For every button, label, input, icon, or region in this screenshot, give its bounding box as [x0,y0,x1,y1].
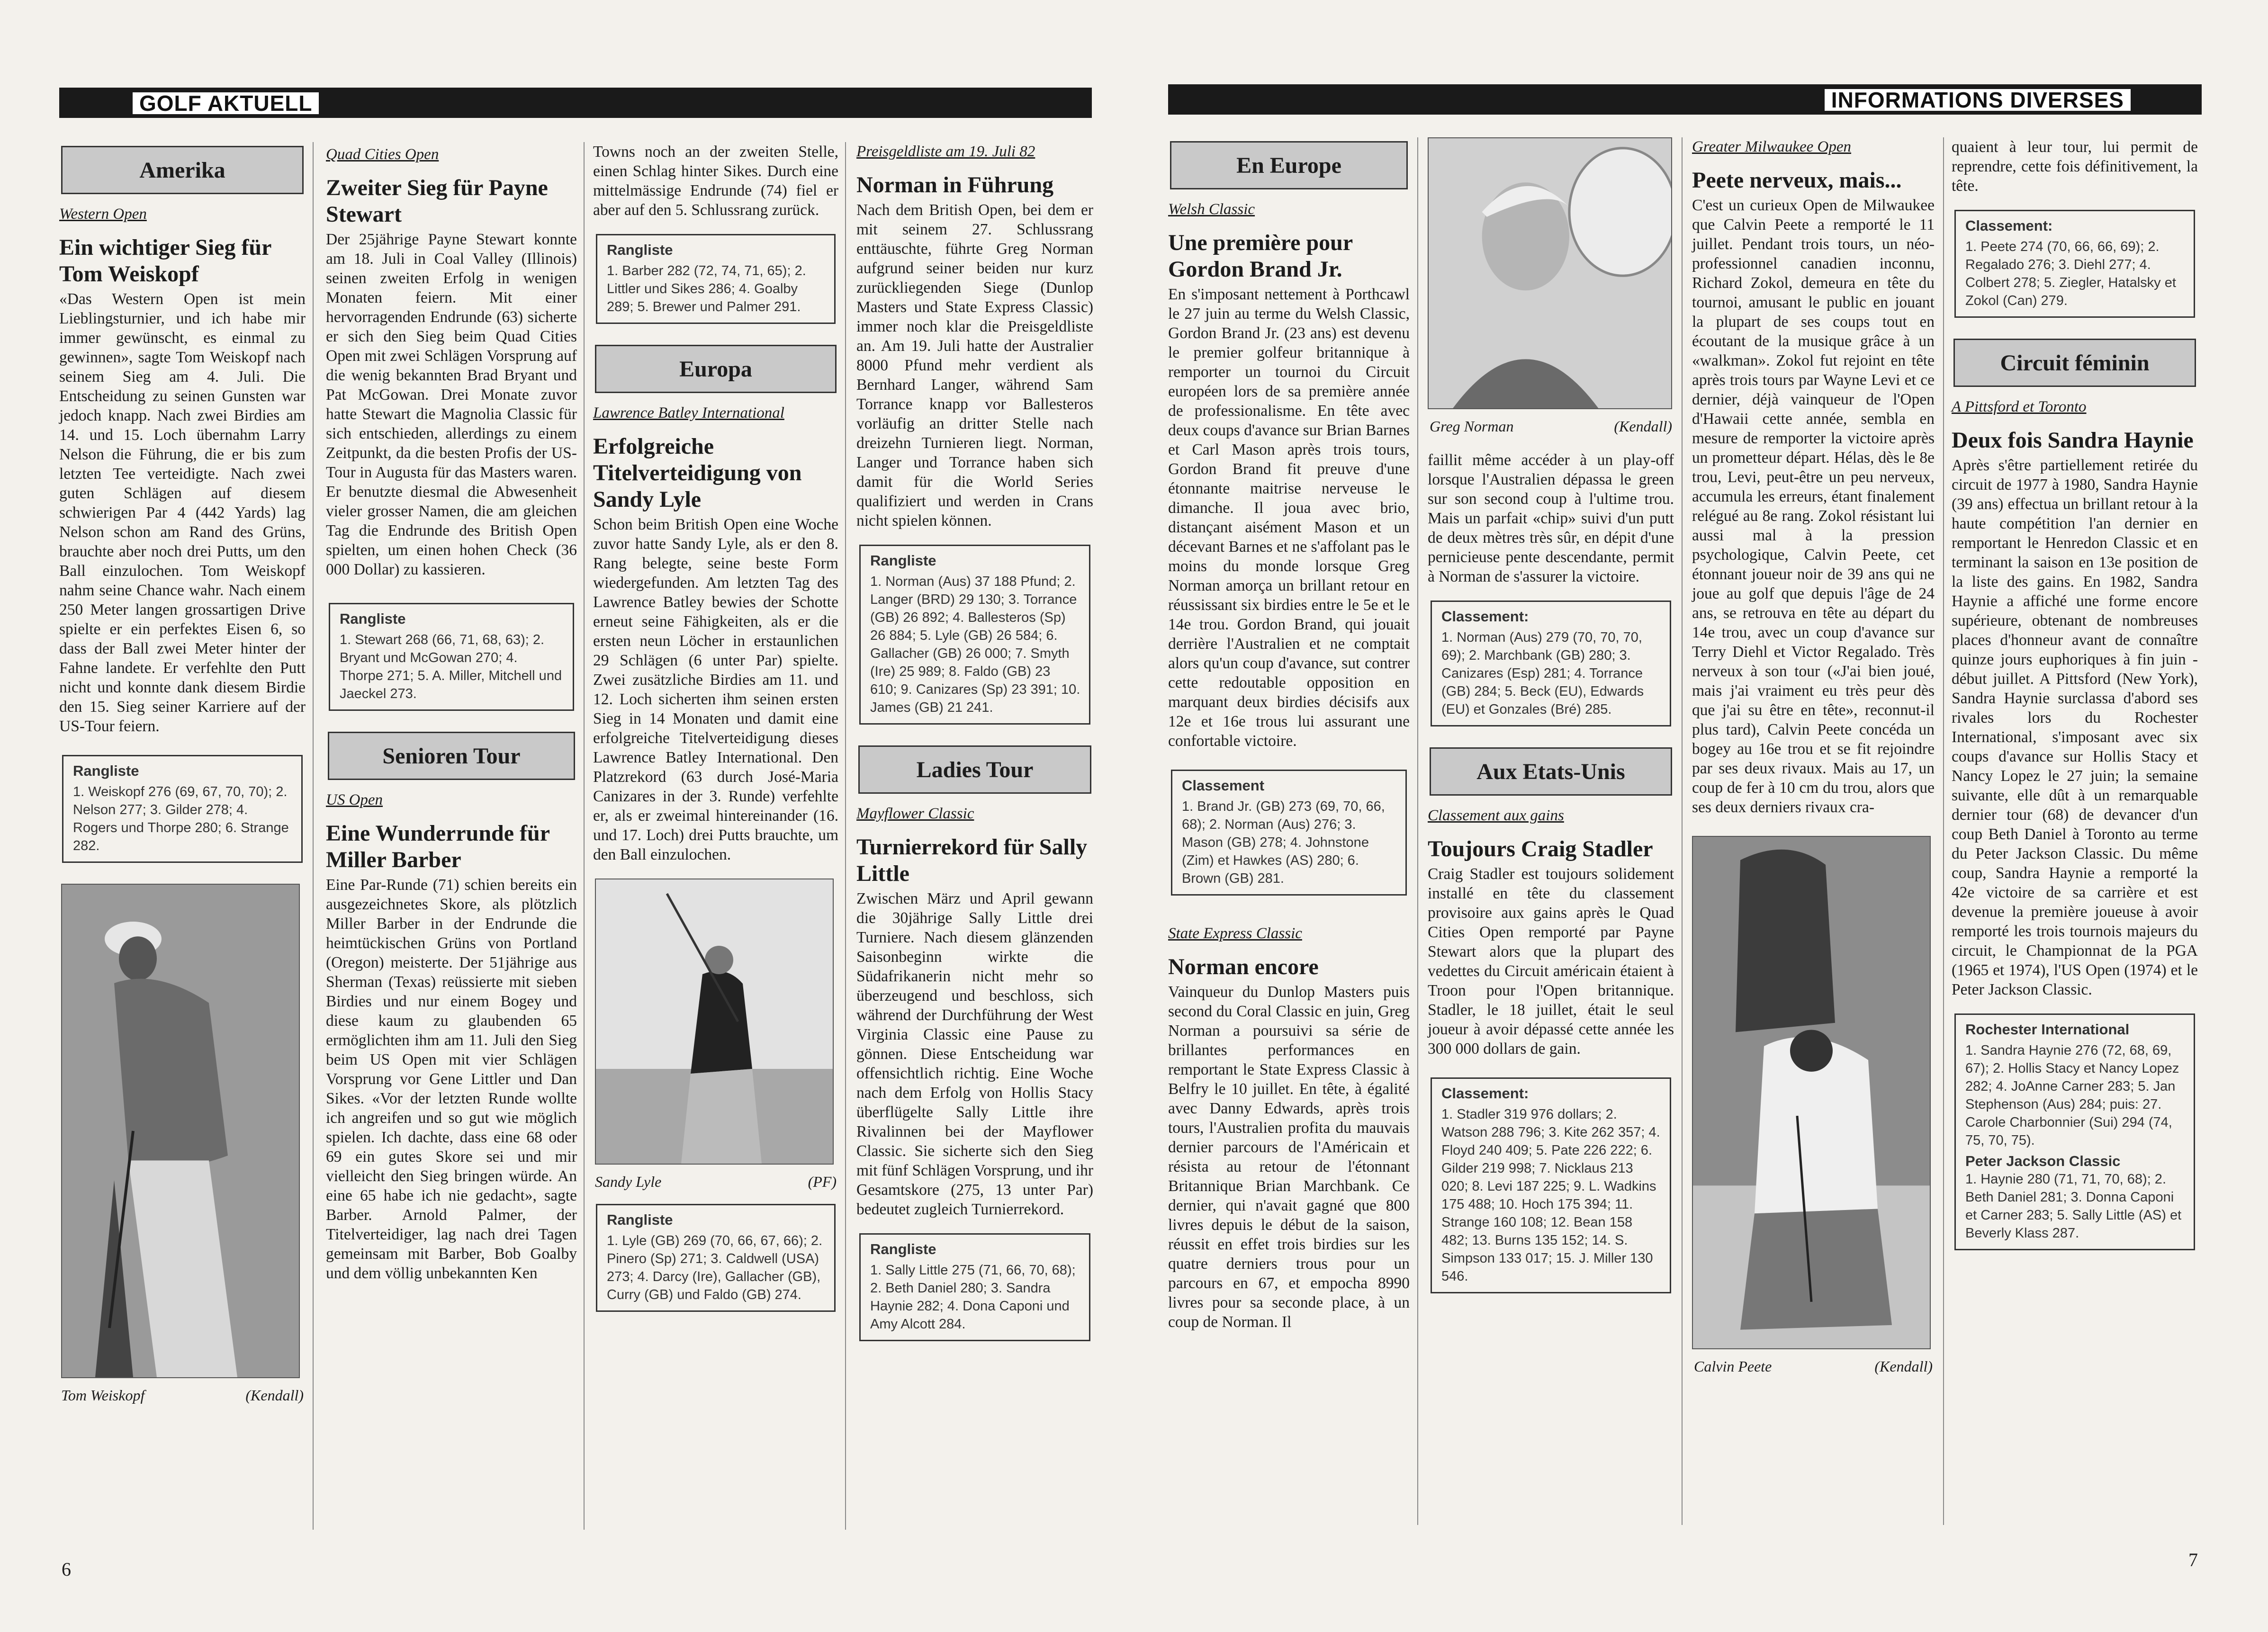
caption-name: Greg Norman [1430,418,1514,435]
headline: Une première pour Gordon Brand Jr. [1168,230,1353,282]
kicker: Lawrence Batley International [593,404,784,421]
article-body: Eine Par-Runde (71) schien bereits ein ausgezeichnetes Skore, als plötzlich Miller Barber in der Endrunde die heimtückischen Grüns von Portland (Oregon) meisterte. Der 51jährige aus Sherman (Texas) reüssierte mit sieben Birdies und nur einem Bogey und diese kaum zu glaubenden 65 ermöglichten ihm am 11. Juli den Sieg beim US Open mit vier Schlägen Vorsprung vor Gene Littler und Dan Sikes. «Vor der letzten Runde wollte ich angreifen und so gut wie möglich spielen. Ich dachte, dass eine 68 oder 69 ein gutes Skore sei und mir vielleicht den Sieg bringen würde. An eine 65 habe ich nie gedacht», sagte Barber. Arnold Palmer, der Titelverteidiger, lag nach drei Tagen gemeinsam mit Barber, Bob Goalby und dem völlig unbekannten Ken [326,876,577,1282]
ranking-text: 1. Haynie 280 (71, 71, 70, 68); 2. Beth Daniel 281; 3. Donna Caponi et Carner 283; 5. Sally Little (AS) et Beverly Klass 287. [1965,1172,2182,1241]
ranking-text: 1. Sandra Haynie 276 (72, 68, 69, 67); 2. Hollis Stacy et Nancy Lopez 282; 4. JoAnne Carner 283; 5. Jan Stephenson (Aus) 284; puis: 27. Carole Charbonnier (Sui) 294 (74, 75, 70, 75). [1965,1043,2179,1148]
column-rule [845,142,846,1530]
right-page [1134,0,2268,1632]
ranking-text: 1. Stadler 319 976 dollars; 2. Watson 288 796; 3. Kite 262 357; 4. Floyd 240 409; 5. Pate 226 222; 6. Gilder 219 998; 7. Nicklaus 213 020; 8. Levi 187 225; 9. L. Wadkins 175 488; 10. Hoch 175 394; 11. Strange 160 108; 12. Bean 158 482; 13. Burns 135 152; 14. S. Simpson 133 017; 15. J. Miller 130 546. [1441,1107,1660,1284]
headline: Peete nerveux, mais... [1692,168,1902,193]
kicker: Welsh Classic [1168,201,1255,218]
section-heading: Aux Etats-Unis [1430,747,1672,796]
ranking-box [1171,770,1407,896]
caption-name: Tom Weiskopf [61,1387,145,1404]
page-number: 6 [62,1559,71,1580]
ranking-title: Rangliste [607,1211,673,1228]
caption-credit: (Kendall) [1874,1358,1933,1375]
section-banner [59,88,1092,118]
kicker: Western Open [59,206,147,223]
column-rule [1943,137,1944,1525]
caption-credit: (Kendall) [245,1387,304,1404]
kicker: Quad Cities Open [326,146,439,163]
column-2 [326,142,577,1297]
column-3 [593,142,838,1333]
article-body: Der 25jährige Payne Stewart konnte am 18. Juli in Coal Valley (Illinois) seinen zweiten Erfolg in wenigen Monaten feiern. Mit einer hervorragenden Endrunde (63) sicherte er sich den Sieg beim Quad Cities Open mit zwei Schlägen Vorsprung auf die wenig bekannten Brad Bryant und Pat McGowan. Drei Monate zuvor hatte Stewart die Magnolia Classic für sich entschieden, allerdings zu einem Zeitpunkt, da die besten Profis der US-Tour in Augusta für das Masters waren. Er benutzte diesmal die Abwesenheit vieler grosser Namen, die am gleichen Tag die Endrunde des British Open spielten, um einen hohen Check (36 000 Dollar) zu kassieren. [326,231,577,578]
article-body: En s'imposant nettement à Porthcawl le 27 juin au terme du Welsh Classic, Gordon Brand Jr. (23 ans) est devenu le premier golfeur britannique à remporter un tournoi du Circuit européen lors de sa première année de professionalisme. En tête avec deux coups d'avance sur Brian Barnes et Carl Mason après trois tours, Gordon Brand fit preuve d'une étonnante maitrise nerveuse le dimanche. Il joua avec brio, distançant aisément Mason et un décevant Barnes et ne s'affolant pas le moins du monde lorsque Greg Norman amorça un brillant retour en réussissant six birdies entre le 5e et le 14e trou. Gordon Brand, qui jouait derrière l'Australien et ne comptait alors qu'un coup d'avance, sut contrer cette redoutable opposition en marquant deux birdies décisifs aux 12e et 16e trous lui assurant une confortable victoire. [1168,286,1410,750]
column-rule [313,142,314,1530]
ranking-text: 1. Weiskopf 276 (69, 67, 70, 70); 2. Nelson 277; 3. Gilder 278; 4. Rogers und Thorpe 280; 6. Strange 282. [73,784,289,853]
kicker: Classement aux gains [1428,807,1564,824]
banner-label: INFORMATIONS DIVERSES [1825,89,2131,111]
photo-caption [61,1386,304,1405]
caption-credit: (PF) [808,1173,837,1190]
column-4 [1952,137,2198,1271]
kicker: State Express Classic [1168,925,1302,942]
article-body: quaient à leur tour, lui permit de reprendre, cette fois définitivement, la tête. [1952,138,2198,195]
article-body: faillit même accéder à un play-off lorsque l'Australien dépassa le green sur son second coup à l'ultime trou. Mais un parfait «chip» suivi d'un putt de deux mètres très sûr, en dépit d'une pernicieuse pente descendante, permit à Norman de s'assurer la victoire. [1428,451,1674,585]
column-rule [1417,137,1418,1525]
banner-label: GOLF AKTUELL [133,92,319,114]
section-banner [1168,84,2202,115]
caption-name: Calvin Peete [1694,1358,1772,1375]
section-heading: Europa [595,345,837,393]
column-2 [1428,137,1674,1314]
headline: Zweiter Sieg für Payne Stewart [326,175,548,227]
headline: Eine Wunderrunde für Miller Barber [326,821,550,872]
article-body: Craig Stadler est toujours solidement installé en tête du classement provisoire aux gains après le Quad Cities Open remporté par Payne Stewart alors que la plupart des vedettes du Circuit américain étaient à Troon pour l'Open britannique. Stadler, le 18 juillet, était le seul joueur à avoir dépassé cette année les 300 000 dollars de gain. [1428,865,1674,1058]
ranking-title: Classement: [1441,1085,1529,1102]
ranking-box [1954,1013,2195,1250]
ranking-title: Rochester International [1965,1021,2130,1038]
photo-sandy-lyle [595,879,834,1165]
ranking-title: Classement: [1441,608,1529,625]
ranking-title: Peter Jackson Classic [1965,1153,2121,1169]
caption-credit: (Kendall) [1614,418,1672,435]
headline: Deux fois Sandra Haynie [1952,428,2194,453]
photo-caption [595,1172,837,1192]
kicker: Preisgeldliste am 19. Juli 82 [856,143,1035,160]
kicker: A Pittsford et Toronto [1952,398,2087,415]
kicker: Mayflower Classic [856,805,974,822]
headline: Turnierrekord für Sally Little [856,834,1088,886]
ranking-text: 1. Barber 282 (72, 74, 71, 65); 2. Littler und Sikes 286; 4. Goalby 289; 5. Brewer und Palmer 291. [607,263,806,314]
ranking-box [329,603,574,711]
kicker: US Open [326,791,383,808]
column-1 [1168,137,1410,1346]
ranking-box [859,1233,1090,1341]
ranking-box [596,1204,836,1312]
section-heading: Ladies Tour [858,745,1091,794]
ranking-title: Rangliste [340,610,406,627]
ranking-text: 1. Stewart 268 (66, 71, 68, 63); 2. Bryant und McGowan 270; 4. Thorpe 271; 5. A. Miller, Mitchell und Jaeckel 273. [340,632,562,701]
headline: Ein wichtiger Sieg für Tom Weiskopf [59,235,271,287]
column-rule [584,142,585,1530]
column-1 [59,142,306,1405]
article-body: Nach dem British Open, bei dem er mit seinem 27. Schlussrang enttäuschte, führte Greg Norman aufgrund seiner beiden nur kurz zurückliegenden Siege (Dunlop Masters und State Express Classic) immer noch klar die Preisgeldliste an. Am 19. Juli hatte der Australier 8000 Pfund mehr verdient als Bernhard Langer, während Sam Torrance knapp vor Ballesteros vorläufig an dritter Stelle nach dreizehn Turnieren liegt. Norman, Langer und Torrance haben sich damit für die World Series qualifiziert und werden in Crans nicht spielen können. [856,201,1093,529]
photo-greg-norman [1428,137,1672,409]
headline: Toujours Craig Stadler [1428,836,1653,861]
article-body: Schon beim British Open eine Woche zuvor hatte Sandy Lyle, als er den 8. Rang belegte, seine beste Form wiedergefunden. Am letzten Tag des Lawrence Batley bewies der Schotte erneut seine Fähigkeiten, als er die ersten neun Löcher in erstaunlichen 29 Schlägen (6 unter Par) spielte. Zwei zusätzliche Birdies am 11. und 12. Loch sicherten ihm seinen ersten Sieg in 14 Monaten und damit eine erfolgreiche Titelverteidigung dieses Lawrence Batley International. Den Platzrekord (63 durch José-Maria Canizares in der 3. Runde) verfehlte er, als er zweimal hintereinander (16. und 17. Loch) drei Putts brauchte, um den Ball einzulochen. [593,516,838,863]
article-body: Towns noch an der zweiten Stelle, einen Schlag hinter Sikes. Durch eine mittelmässige Endrunde (74) fiel er aber auf den 5. Schlussrang zurück. [593,143,838,219]
ranking-box [1431,601,1671,726]
photo-caption [1694,1357,1933,1376]
page-number: 7 [2188,1549,2198,1570]
section-heading: En Europe [1170,141,1408,189]
ranking-title: Rangliste [73,762,139,779]
column-rule [1682,137,1683,1525]
ranking-text: 1. Norman (Aus) 279 (70, 70, 70, 69); 2. Marchbank (GB) 280; 3. Canizares (Esp) 281; 4. Torrance (GB) 284; 5. Beck (EU), Edwards (EU) et Gonzales (Bré) 285. [1441,630,1644,717]
section-heading: Senioren Tour [328,732,575,780]
ranking-box [1431,1077,1671,1293]
photo-caption [1430,417,1672,436]
article-body: «Das Western Open ist mein Lieblingsturnier, und ich habe mir immer gewünscht, es einmal zu gewinnen», sagte Tom Weiskopf nach seinem Sieg am 4. Juli. Die Entscheidung zu seinen Gunsten war jedoch knapp. Nach zwei Birdies am 14. und 15. Loch übernahm Larry Nelson die Führung, die er bis zum letzten Tee verteidigte. Nach zwei guten Schlägen auf diesem schwierigen Par 4 (442 Yards) lag Nelson schon am Rand des Grüns, brauchte aber noch drei Putts, um den Ball einzulochen. Tom Weiskopf nahm seine Chance wahr. Nach einem 250 Meter langen grossartigen Drive spielte er ein perfektes Eisen 6, so dass der Ball zwei Meter hinter der Fahne landete. Er verfehlte den Putt nicht und konnte dank diesem Birdie den 15. Sieg seiner Karriere auf der US-Tour feiern. [59,290,306,735]
ranking-title: Classement: [1965,217,2053,234]
column-3 [1692,137,1935,1376]
ranking-box [62,755,303,863]
ranking-box [1954,210,2195,318]
headline: Norman in Führung [856,172,1054,197]
ranking-title: Classement [1182,777,1265,794]
photo-calvin-peete [1692,836,1931,1349]
ranking-text: 1. Norman (Aus) 37 188 Pfund; 2. Langer (BRD) 29 130; 3. Torrance (GB) 26 892; 4. Ballesteros (Sp) 26 884; 5. Lyle (GB) 26 584; 6. Gallacher (GB) 26 000; 7. Smyth (Ire) 25 989; 8. Faldo (GB) 23 610; 9. Canizares (Sp) 23 391; 10. James (GB) 21 241. [870,574,1080,715]
ranking-text: 1. Peete 274 (70, 66, 66, 69); 2. Regalado 276; 3. Diehl 277; 4. Colbert 278; 5. Ziegler, Hatalsky et Zokol (Can) 279. [1965,239,2176,308]
article-body: C'est un curieux Open de Milwaukee que Calvin Peete a remporté le 11 juillet. Pendant trois tours, un néo-professionnel canadien inconnu, Richard Zokol, demeura en tête du tournoi, amusant le public en jouant la plupart de ses coups tout en écoutant de la musique grâce à un «walkman». Zokol fut rejoint en tête après trois tours par Wayne Levi et ce dernier, déjà vainqueur de l'Open d'Hawaii cette année, sembla en mesure de remporter la victoire après un prometteur départ. Hélas, dès le 8e trou, Levi, peut-être un peu nerveux, accumula les erreurs, étant finalement relégué au 8e rang. Zokol résistant lui aussi mal à la pression psychologique, Calvin Peete, cet étonnant joueur noir de 39 ans qui ne joue au golf que depuis l'âge de 24 ans, se retrouva en tête au départ du 14e trou, avec un coup d'avance sur Terry Diehl et Victor Regalado. Très nerveux à son tour («J'ai bien joué, mais j'ai vraiment eu très peur dès que j'ai su être en tête», reconnut-il plus tard), Calvin Peete concéda un bogey au 16e trou et se fit rejoindre par ses deux rivaux. Mais au 17, un coup de fer à 10 cm du trou, alors que ses deux derniers rivaux cra- [1692,197,1935,816]
ranking-title: Rangliste [607,242,673,258]
ranking-title: Rangliste [870,552,936,569]
ranking-text: 1. Brand Jr. (GB) 273 (69, 70, 66, 68); 2. Norman (Aus) 276; 3. Mason (GB) 278; 4. Johnstone (Zim) et Hawkes (AS) 280; 6. Brown (GB) 281. [1182,799,1385,886]
article-body: Après s'être partiellement retirée du circuit de 1977 à 1980, Sandra Haynie (39 ans) effectua un brillant retour à la haute compétition l'an dernier en remportant le Henredon Classic et en terminant la saison en 13e position de la liste des gains. En 1982, Sandra Haynie a affiché une forme encore supérieure, obtenant de nombreuses places d'honneur avant de connaître quinze jours euphoriques à fin juin - début juillet. A Pittsford (New York), Sandra Haynie surclassa d'abord ses rivales lors du Rochester International, s'imposant avec six coups d'avance sur Hollis Stacy et Nancy Lopez le 27 juin; la semaine suivante, elle dût à un remarquable dernier tour (68) de devancer d'un coup Beth Daniel à Toronto au terme du Peter Jackson Classic. Du même coup, Sandra Haynie a remporté la 42e victoire de sa carrière et est devenue la première joueuse à avoir remporté les trois tournois majeurs du circuit, le Championnat de la PGA (1965 et 1974), l'US Open (1974) et le Peter Jackson Classic. [1952,457,2198,998]
photo-tom-weiskopf [61,884,300,1378]
ranking-box [596,234,836,324]
article-body: Zwischen März und April gewann die 30jährige Sally Little drei Turniere. Nach diesem glänzenden Saisonbeginn wirkte die Südafrikanerin nicht mehr so überzeugend und beschloss, sich während der Durchführung der West Virginia Classic eine Pause zu gönnen. Diese Entscheidung war offensichtlich richtig. Eine Woche nach dem Erfolg von Hollis Stacy überflügelte Sally Little ihre Rivalinnen bei der Mayflower Classic. Sie sicherte sich den Sieg mit fünf Schlägen Vorsprung, und ihr Gesamtskore (275, 13 unter Par) bedeutet zugleich Turnierrekord. [856,890,1093,1218]
headline: Norman encore [1168,954,1319,979]
kicker: Greater Milwaukee Open [1692,138,1852,155]
ranking-title: Rangliste [870,1241,936,1257]
section-heading: Amerika [61,146,304,194]
column-4 [856,142,1093,1362]
section-heading: Circuit féminin [1953,339,2196,387]
ranking-box [859,545,1090,725]
ranking-text: 1. Sally Little 275 (71, 66, 70, 68); 2. Beth Daniel 280; 3. Sandra Haynie 282; 4. Dona Caponi und Amy Alcott 284. [870,1263,1076,1332]
ranking-text: 1. Lyle (GB) 269 (70, 66, 67, 66); 2. Pinero (Sp) 271; 3. Caldwell (USA) 273; 4. Darcy (Ire), Gallacher (GB), Curry (GB) und Faldo (GB) 274. [607,1233,823,1302]
article-body: Vainqueur du Dunlop Masters puis second du Coral Classic en juin, Greg Norman a poursuivi sa série de brillantes performances en remportant le State Express Classic à Belfry le 10 juillet. En tête, à égalité avec Danny Edwards, après trois tours, l'Australien profita du mauvais dernier parcours de l'Américain et résista au retour de l'étonnant Britannique Brian Marchbank. Ce dernier, qui n'avait gagné que 800 livres depuis le début de la saison, réussit en effet trois birdies sur les quatre derniers trous pour un parcours en 67, et empocha 8990 livres pour sa seconde place, à un coup de Norman. Il [1168,983,1410,1331]
caption-name: Sandy Lyle [595,1173,662,1190]
headline: Erfolgreiche Titelverteidigung von Sandy Lyle [593,434,802,512]
